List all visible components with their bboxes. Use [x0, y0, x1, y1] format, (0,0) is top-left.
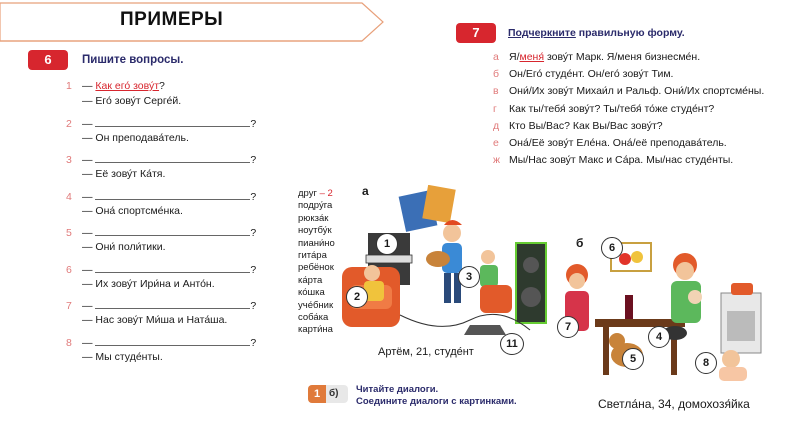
exercise-1b-letter: б): [329, 388, 339, 399]
mother-icon: [671, 253, 702, 323]
answer-blank[interactable]: [95, 336, 250, 346]
question-number: 5: [66, 227, 72, 239]
answer-line: — Они́ поли́тики.: [82, 241, 166, 253]
marker-7: 7: [557, 316, 579, 338]
answer-blank[interactable]: [95, 299, 250, 309]
answer-line: — Его́ зову́т Серге́й.: [82, 95, 182, 107]
question-dash: —: [82, 336, 96, 349]
item-text: зову́т Марк. Я/меня бизнесме́н.: [544, 51, 701, 63]
marker-2: 2: [346, 286, 368, 308]
exercise-7-title-underlined: Подчеркните: [508, 27, 576, 39]
exercise-7-badge: 7: [456, 23, 496, 43]
question-number: 8: [66, 336, 72, 349]
vocab-word: уче́бник: [298, 299, 334, 311]
vocab-word: рюкза́к: [298, 212, 329, 224]
question-mark: ?: [250, 190, 257, 203]
item-letter: ж: [493, 154, 501, 167]
marker-5: 5: [622, 348, 644, 370]
vocab-word: ноутбу́к: [298, 225, 332, 237]
question-mark: ?: [250, 300, 257, 312]
answer-blank[interactable]: [95, 190, 250, 200]
question-line: [66, 226, 256, 239]
exercise-1b-number: 1: [308, 385, 326, 403]
vocab-words: [298, 200, 335, 336]
vocab-word: подру́га: [298, 200, 333, 212]
question-mark: ?: [250, 263, 257, 276]
question-number: 2: [66, 117, 72, 130]
banner-title: ПРИМЕРЫ: [120, 9, 224, 30]
vocab-first-word: друг: [298, 188, 317, 199]
vocab-word: пиани́но: [298, 237, 335, 249]
question-number: 4: [66, 190, 72, 203]
vocab-word: соба́ка: [298, 312, 329, 324]
exercise-1b-line2: Соедините диалоги с картинками.: [356, 396, 517, 407]
question-line: [66, 190, 256, 203]
answer-blank[interactable]: [95, 117, 250, 127]
exercise-7-item: [493, 103, 714, 115]
exercise-7-item: [493, 51, 700, 63]
item-letter: д: [493, 119, 500, 132]
question-dash: —: [82, 190, 96, 203]
question-dash: —: [82, 80, 96, 92]
question-mark: ?: [250, 117, 257, 130]
vocab-word: ребёнок: [298, 262, 334, 274]
marker-8: 8: [695, 352, 717, 374]
laptop-icon: [464, 325, 506, 335]
answer-line: — Он преподава́тель.: [82, 131, 189, 144]
item-text: Они́/Их зову́т Михаи́л и Ральф. Они́/Их спортсме́ны.: [509, 85, 765, 98]
underlined-answer: меня́: [519, 51, 545, 63]
picture-b-caption: Светла́на, 34, домохозя́йка: [598, 397, 750, 411]
exercise-7-item: [493, 137, 727, 149]
question-line: [66, 117, 256, 130]
marker-6: 6: [601, 237, 623, 259]
marker-4: 4: [648, 326, 670, 348]
question-dash: —: [82, 263, 96, 276]
toddler-icon: [719, 350, 747, 381]
item-letter: в: [493, 85, 499, 98]
speaker-icon: [516, 243, 546, 323]
item-text: Я/: [509, 51, 520, 63]
question-dash: —: [82, 227, 96, 239]
exercise-7-item: [493, 85, 764, 97]
question-number: 1: [66, 80, 72, 92]
vocab-first: [298, 188, 335, 200]
exercise-7-title: [508, 27, 685, 39]
item-text: Кто Вы/Вас? Как Вы/Вас зову́т?: [509, 119, 663, 132]
exercise-1b-line1: Читайте диалоги.: [356, 384, 439, 395]
vocab-word: ка́рта: [298, 274, 323, 286]
exercise-7-item: [493, 154, 733, 166]
answer-line: — Их зову́т Ири́на и Анто́н.: [82, 277, 215, 290]
marker-11: 11: [500, 333, 524, 355]
vocab-list: [298, 188, 335, 337]
question-dash: —: [82, 154, 96, 166]
question-line: [66, 153, 256, 166]
question-line: [66, 263, 256, 276]
vocab-word: карти́на: [298, 324, 333, 336]
item-text: Он/Его́ студе́нт. Он/его́ зову́т Тим.: [509, 68, 674, 81]
vocab-word: гита́ра: [298, 250, 327, 262]
picture-a-label: а: [362, 184, 369, 198]
vocab-first-suffix: – 2: [316, 188, 333, 199]
sample-answer: Как его́ зову́т: [95, 80, 160, 92]
question-mark: ?: [159, 80, 165, 92]
exercise-7-item: [493, 120, 663, 132]
answer-line: — Нас зову́т Ми́ша и Ната́ша.: [82, 314, 228, 326]
stove-icon: [721, 283, 761, 353]
answer-blank[interactable]: [95, 263, 250, 273]
item-letter: б: [493, 68, 500, 81]
question-mark: ?: [250, 336, 257, 349]
question-number: 6: [66, 263, 72, 276]
question-mark: ?: [250, 154, 257, 166]
answer-line: — Её зову́т Ка́тя.: [82, 168, 166, 180]
picture-a-illustration: [340, 185, 555, 350]
guitarist-icon: [426, 220, 462, 303]
picture-b-label: б: [576, 236, 584, 250]
answer-blank[interactable]: [95, 153, 250, 163]
item-letter: г: [493, 102, 497, 115]
answer-blank[interactable]: [95, 226, 250, 236]
exercise-6-title: Пишите вопросы.: [82, 54, 184, 66]
exercise-1b-badge: [308, 385, 348, 403]
question-dash: —: [82, 300, 96, 312]
question-number: 3: [66, 154, 72, 166]
item-text: Мы/Нас зову́т Макс и Са́ра. Мы/нас студе́нты.: [509, 154, 734, 167]
item-letter: а: [493, 51, 499, 63]
answer-line: — Мы студе́нты.: [82, 350, 163, 363]
exercise-6-badge: 6: [28, 50, 68, 70]
item-letter: е: [493, 137, 499, 149]
marker-3: 3: [458, 266, 480, 288]
item-text: Она́/Её зову́т Еле́на. Она́/её преподава́тель.: [509, 137, 727, 149]
question-line: [66, 80, 165, 92]
vocab-word: ко́шка: [298, 287, 325, 299]
item-text: Как ты/тебя́ зову́т? Ты/тебя́ то́же студе́нт?: [509, 102, 715, 115]
question-number: 7: [66, 300, 72, 312]
picture-b-illustration: [555, 237, 770, 392]
answer-line: — Она́ спортсме́нка.: [82, 204, 183, 217]
question-line: [66, 299, 256, 312]
exercise-7-item: [493, 68, 673, 80]
question-line: [66, 336, 256, 349]
exercise-7-title-rest: правильную форму.: [575, 27, 685, 39]
picture-a-caption: Артём, 21, студе́нт: [378, 346, 474, 358]
question-dash: —: [82, 117, 96, 130]
marker-1: 1: [376, 233, 398, 255]
question-mark: ?: [250, 227, 257, 239]
